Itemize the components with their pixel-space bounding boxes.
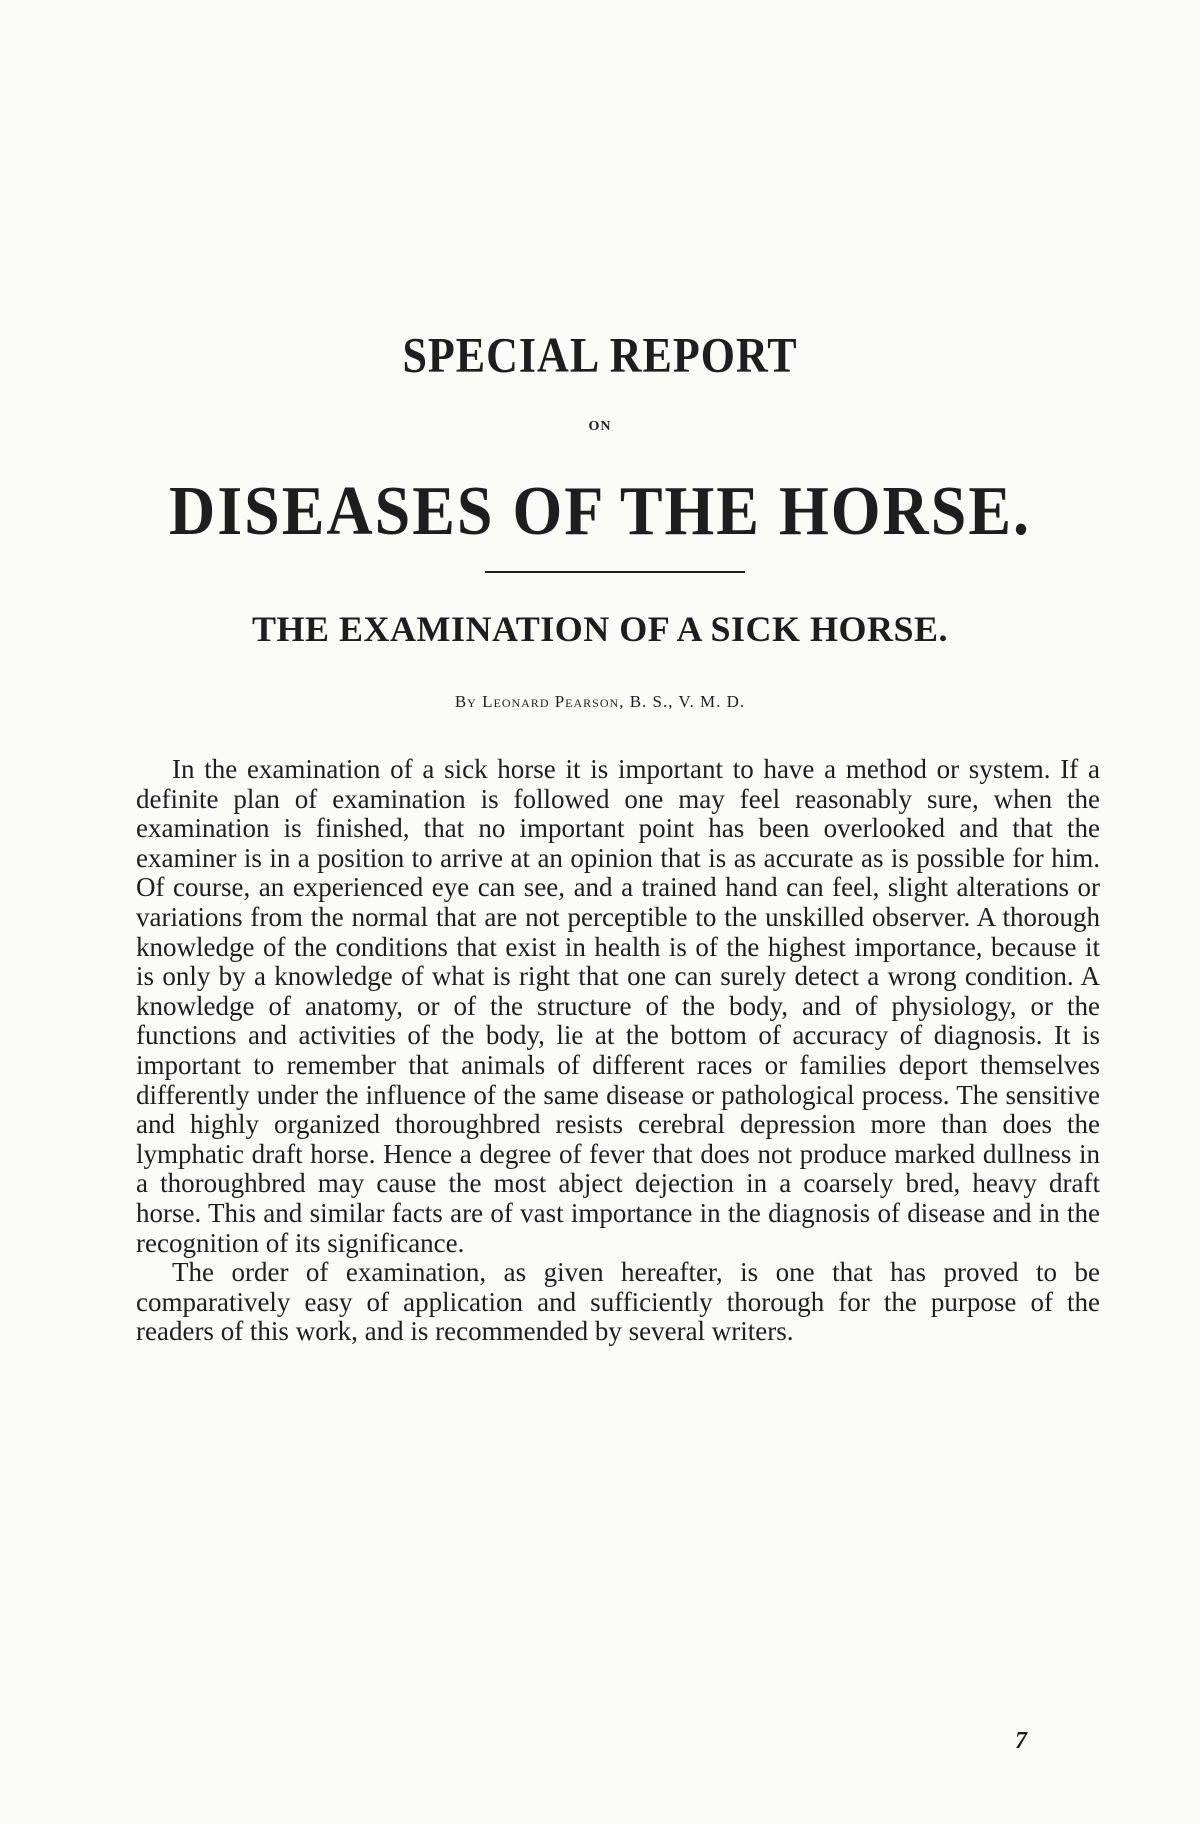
title-divider [485,571,745,573]
report-subject-title: DISEASES OF THE HORSE. [168,471,1032,550]
body-text [136,755,1100,1347]
title-connector: ON [588,419,612,434]
body-paragraph: The order of examination, as given hereafter, is one that has proved to be comparatively easy of application and sufficiently thorough for the purpose of the readers of this work, and is recommended by several writers. [136,1257,1100,1347]
page-number: 7 [1015,1728,1027,1754]
author-byline: By Leonard Pearson, B. S., V. M. D. [454,692,746,711]
section-heading: THE EXAMINATION OF A SICK HORSE. [251,609,949,649]
report-title: SPECIAL REPORT [402,328,798,383]
body-paragraph: In the examination of a sick horse it is important to have a method or system. If a definite plan of examination is followed one may feel reasonably sure, when the examination is finished, that no important point has been overlooked and that the examiner is in a position to arrive at an opinion that is as accurate as is possible for him. Of course, an experienced eye can see, and a trained hand can feel, slight alterations or variations from the normal that are not perceptible to the unskilled observer. A thorough knowledge of the conditions that exist in health is of the highest importance, because it is only by a knowledge of what is right that one can surely detect a wrong condition. A knowledge of anatomy, or of the structure of the body, and of physiology, or the functions and activities of the body, lie at the bottom of accuracy of diagnosis. It is important to remember that animals of different races or families deport themselves differently under the influence of the same disease or pathological process. The sensitive and highly organized thoroughbred resists cerebral depression more than does the lymphatic draft horse. Hence a degree of fever that does not produce marked dullness in a thoroughbred may cause the most abject dejection in a coarsely bred, heavy draft horse. This and similar facts are of vast importance in the diagnosis of disease and in the recognition of its significance. [136,754,1100,1258]
